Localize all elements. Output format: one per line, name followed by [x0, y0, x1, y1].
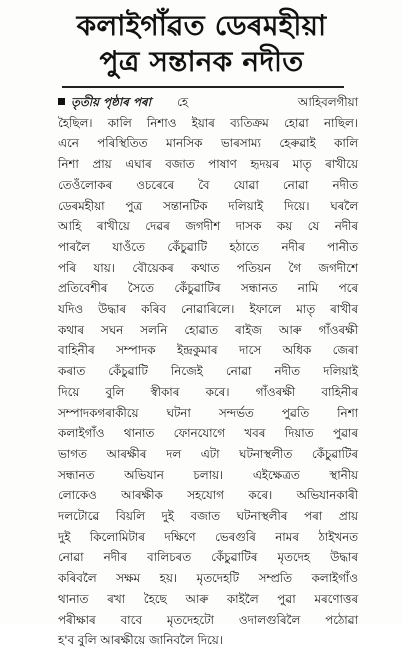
body-line: পৰীক্ষাৰ বাবে মৃতদেহটো ওদালগুৰিলৈ পঠোৱা	[58, 612, 358, 627]
body-line: যদিও উদ্ধাৰ কৰিব নোৱাৰিলে। ইফালে মাতৃ ৰাখীৰ	[58, 302, 358, 317]
body-line: নোৱা নদীৰ বালিচৰত কেঁচুৱাটিৰ মৃতদেহ উদ্ধাৰ	[58, 550, 358, 565]
body-line: লোকেও আৰক্ষীক সহযোগ কৰে। অভিযানকাৰী	[58, 488, 358, 503]
body-line: সম্পাদকগৰাকীয়ে ঘটনা সন্দৰ্ভত পুৱতি নিশা	[58, 405, 358, 420]
article-headline	[0, 0, 403, 80]
body-line: প্ৰতিবেশীৰ সৈতে কেঁচুৱাটিৰ সন্ধানত নামি পৰে	[58, 281, 358, 296]
body-line: দলটোৱে বিয়লি দুই বজাত ঘটনাস্থলীৰ পৰা প্ৰায়	[58, 509, 358, 524]
bullet-marker	[58, 98, 65, 105]
body-line: তেওঁলোকৰ ওচৰেৰে বৈ যোৱা নোৱা নদীত	[58, 177, 358, 192]
body-line: ডেৰমহীয়া পুত্ৰ সন্তানটিক দলিয়াই দিয়ে। ঘৰলৈ	[58, 198, 358, 213]
body-line: নিশা প্ৰায় এঘাৰ বজাত পাষাণ হৃদয়ৰ মাতৃ ৰাখীয়ে	[58, 157, 358, 172]
body-line: ভাগত আৰক্ষীৰ দল এটা ঘটনাস্থলীত কেঁচুৱাটিৰ	[58, 446, 358, 461]
body-line: এনে পৰিস্থিতিত মানসিক ভাৰসাম্য হেৰুৱাই কালি	[58, 136, 358, 151]
body-line: দিয়ে বুলি স্বীকাৰ কৰে। গাঁওৰক্ষী বাহিনীৰ	[58, 384, 358, 399]
article-body	[58, 92, 358, 651]
headline-rule	[62, 86, 344, 88]
body-line: বাহিনীৰ সম্পাদক ইন্দ্ৰকুমাৰ দাসে অধিক জেৰা	[58, 343, 358, 358]
body-line: কৰিবলৈ সক্ষম হয়। মৃতদেহটি সম্প্ৰতি কলাইগাঁও	[58, 571, 358, 586]
body-line: কৰাত কেঁচুৱাটি নিজেই নোৱা নদীত দলিয়াই	[58, 364, 358, 379]
body-line: দুই কিলোমিটাৰ দক্ষিণে ভেৰগুৰি নামৰ ঠাইখনত	[58, 529, 358, 544]
headline-line-1: কলাইগাঁৱত ডেৰমহীয়া	[76, 9, 327, 42]
body-line-text: হে আহিবলগীয়া	[177, 95, 358, 109]
continuation-kicker: তৃতীয় পৃষ্ঠাৰ পৰা	[71, 95, 152, 109]
headline-line-2: পুত্ৰ সন্তানক নদীত	[99, 45, 304, 78]
body-line: পাৰলৈ যাওঁতে কেঁচুৱাটি হঠাতে নদীৰ পানীত	[58, 239, 358, 254]
body-line-last: হ'ব বুলি আৰক্ষীয়ে জানিবলৈ দিয়ে।	[58, 633, 223, 648]
body-line: কথাৰ সঘন সলনি হোৱাত ৰাইজ আৰু গাঁওৰক্ষী	[58, 322, 358, 337]
body-line-lead	[58, 92, 358, 113]
body-line: সন্ধানত অভিযান চলায়। এইক্ষেত্ৰত স্থানীয়	[58, 467, 358, 482]
body-line: কলাইগাঁও থানাত ফোনযোগে খবৰ দিয়াত পুৱাৰ	[58, 426, 358, 441]
body-line: হৈছিল। কালি নিশাও ইয়াৰ ব্যতিক্ৰম হোৱা নাছিল।	[58, 115, 358, 130]
body-line: আহি ৰাখীয়ে দেৱৰ জগদীশ দাসক কয় যে নদীৰ	[58, 219, 358, 234]
body-line: পৰি যায়। বৌয়েকৰ কথাত পতিয়ন গৈ জগদীশে	[58, 260, 358, 275]
body-line: থানাত ৰখা হৈছে আৰু কাইলৈ পুৱা মৰণোত্তৰ	[58, 591, 358, 606]
